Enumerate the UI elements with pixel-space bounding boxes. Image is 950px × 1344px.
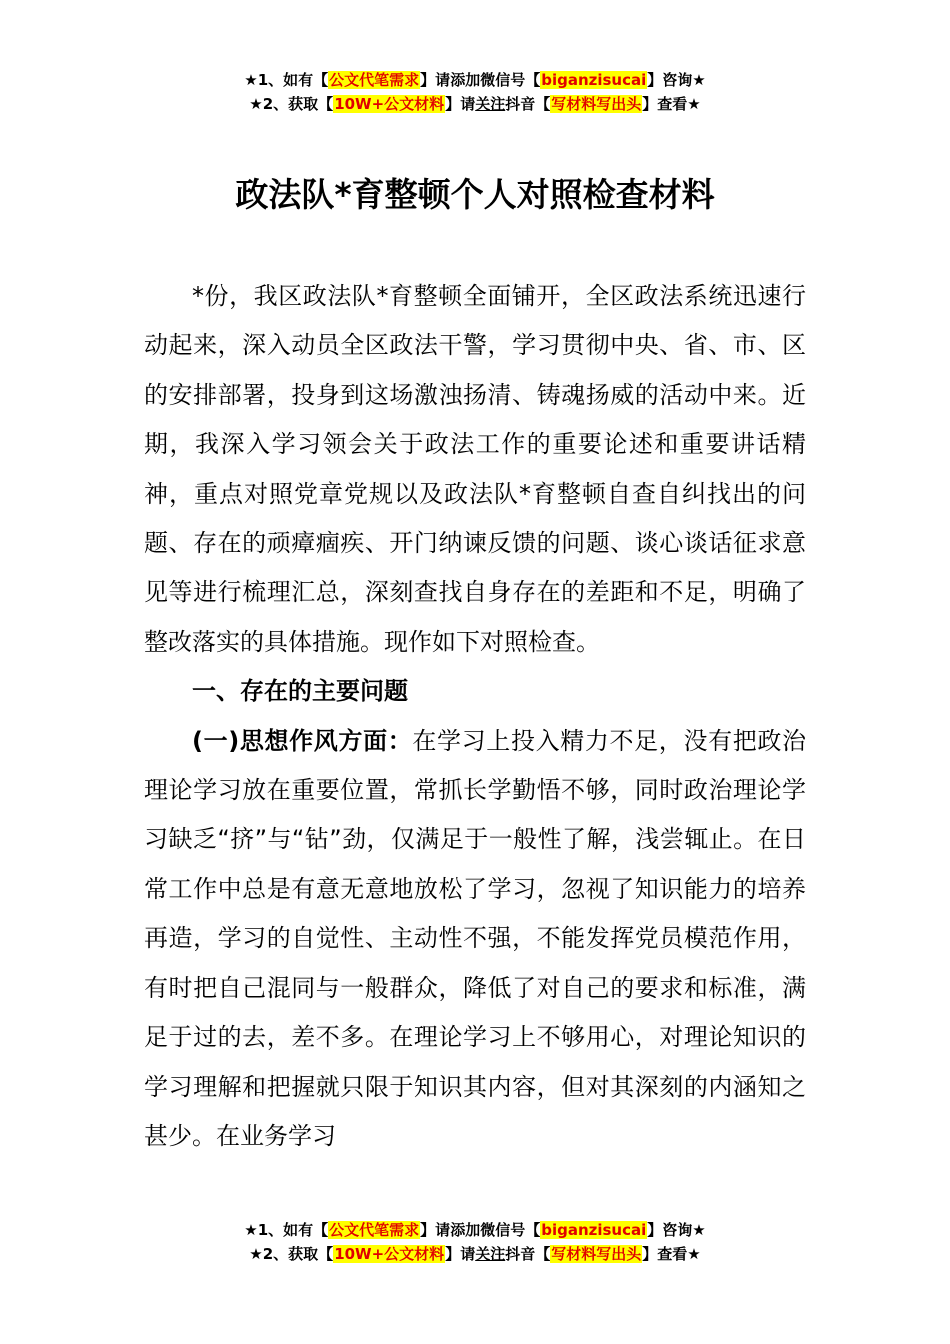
section-heading: 一、存在的主要问题	[192, 677, 408, 706]
item-paragraph	[144, 717, 806, 1162]
wechat-id-highlight: biganzisucai	[541, 71, 647, 89]
douyin-id-highlight: 写材料写出头	[551, 95, 642, 113]
promo-line-1: ★1、如有【公文代笔需求】请添加微信号【biganzisucai】咨询★	[244, 1221, 706, 1239]
document-body	[144, 272, 806, 1161]
promo-line-2: ★2、获取【10W+公文材料】请关注抖音【写材料写出头】查看★	[249, 95, 701, 113]
promo-line-1: ★1、如有【公文代笔需求】请添加微信号【biganzisucai】咨询★	[244, 71, 706, 89]
item-lead: (一)思想作风方面：	[192, 726, 413, 755]
promo-highlight: 10W+公文材料	[334, 95, 445, 113]
intro-paragraph: *份，我区政法队*育整顿全面铺开，全区政法系统迅速行动起来，深入动员全区政法干警，学习贯彻中央、省、市、区的安排部署，投身到这场激浊扬清、铸魂扬威的活动中来。近期，我深入学习领会关于政法工作的重要论述和重要讲话精神，重点对照党章党规以及政法队*育整顿自查自纠找出的问题、存在的顽瘴痼疾、开门纳谏反馈的问题、谈心谈话征求意见等进行梳理汇总，深刻查找自身存在的差距和不足，明确了整改落实的具体措施。现作如下对照检查。	[144, 282, 806, 656]
promo-highlight: 10W+公文材料	[334, 1245, 445, 1263]
header-promo-banner	[0, 68, 950, 116]
promo-highlight: 公文代笔需求	[329, 71, 420, 89]
promo-line-2: ★2、获取【10W+公文材料】请关注抖音【写材料写出头】查看★	[249, 1245, 701, 1263]
item-text: 在学习上投入精力不足，没有把政治理论学习放在重要位置，常抓长学勤悟不够，同时政治理论学习缺乏“挤”与“钻”劲，仅满足于一般性了解，浅尝辄止。在日常工作中总是有意无意地放松了学习，忽视了知识能力的培养再造，学习的自觉性、主动性不强，不能发挥党员模范作用，有时把自己混同与一般群众，降低了对自己的要求和标准，满足于过的去，差不多。在理论学习上不够用心，对理论知识的学习理解和把握就只限于知识其内容，但对其深刻的内涵知之甚少。在业务学习	[144, 726, 807, 1150]
promo-highlight: 公文代笔需求	[329, 1221, 420, 1239]
document-title: 政法队*育整顿个人对照检查材料	[235, 175, 715, 214]
douyin-id-highlight: 写材料写出头	[551, 1245, 642, 1263]
wechat-id-highlight: biganzisucai	[541, 1221, 647, 1239]
footer-promo-banner	[0, 1218, 950, 1266]
